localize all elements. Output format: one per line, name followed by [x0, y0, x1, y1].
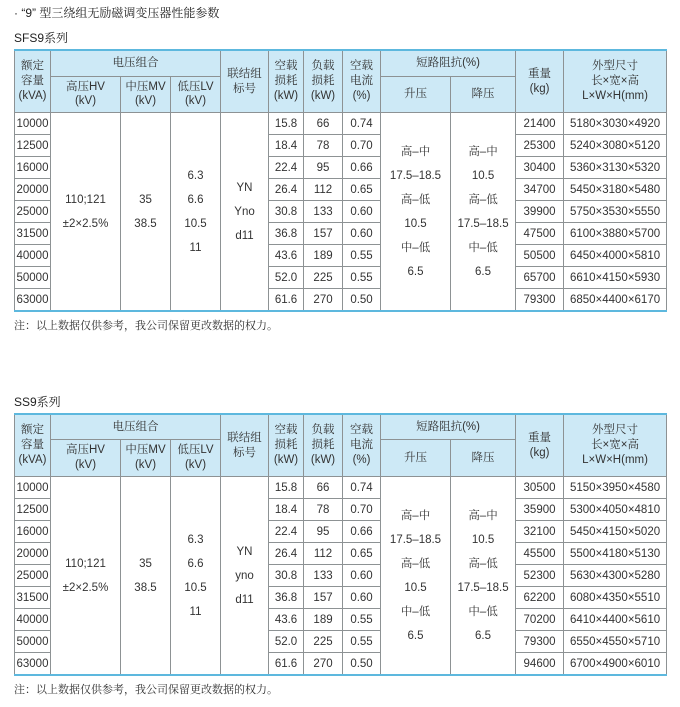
cell-dimensions: 5360×3130×5320: [564, 157, 667, 179]
cell-dimensions: 6700×4900×6010: [564, 653, 667, 675]
cell-rated-capacity: 12500: [15, 135, 51, 157]
cell-rated-capacity: 50000: [15, 267, 51, 289]
header-no-load-loss: 空载 损耗 (kW): [269, 414, 304, 477]
cell-load-loss: 66: [304, 113, 343, 135]
cell-impedance-step-down: 高–中 10.5 高–低 17.5–18.5 中–低 6.5: [451, 113, 516, 311]
cell-no-load-current: 0.60: [343, 223, 381, 245]
header-load-loss: 负载 损耗 (kW): [304, 50, 343, 113]
header-lv: 低压LV (kV): [171, 440, 221, 477]
header-load-loss: 负载 损耗 (kW): [304, 414, 343, 477]
cell-no-load-current: 0.60: [343, 201, 381, 223]
series-label-sfs9: SFS9系列: [14, 31, 69, 45]
cell-no-load-current: 0.55: [343, 609, 381, 631]
cell-weight: 39900: [516, 201, 564, 223]
cell-no-load-current: 0.60: [343, 587, 381, 609]
cell-rated-capacity: 50000: [15, 631, 51, 653]
cell-weight: 45500: [516, 543, 564, 565]
cell-load-loss: 112: [304, 543, 343, 565]
cell-vector-group: YN yno d11: [221, 477, 269, 675]
cell-rated-capacity: 20000: [15, 179, 51, 201]
cell-no-load-loss: 18.4: [269, 135, 304, 157]
cell-rated-capacity: 16000: [15, 157, 51, 179]
cell-weight: 70200: [516, 609, 564, 631]
header-step-up: 升压: [381, 440, 451, 477]
cell-no-load-loss: 22.4: [269, 521, 304, 543]
cell-load-loss: 112: [304, 179, 343, 201]
cell-dimensions: 5630×4300×5280: [564, 565, 667, 587]
cell-dimensions: 6610×4150×5930: [564, 267, 667, 289]
cell-no-load-loss: 15.8: [269, 477, 304, 499]
header-voltage-combination: 电压组合: [51, 50, 221, 76]
cell-dimensions: 5180×3030×4920: [564, 113, 667, 135]
cell-no-load-current: 0.50: [343, 653, 381, 675]
cell-dimensions: 6550×4550×5710: [564, 631, 667, 653]
cell-hv-voltage: 110;121 ±2×2.5%: [51, 113, 121, 311]
header-weight: 重量 (kg): [516, 414, 564, 477]
cell-no-load-loss: 61.6: [269, 653, 304, 675]
cell-vector-group: YN Yno d11: [221, 113, 269, 311]
header-short-circuit-impedance: 短路阻抗(%): [381, 414, 516, 440]
cell-no-load-current: 0.70: [343, 135, 381, 157]
cell-load-loss: 270: [304, 289, 343, 311]
cell-rated-capacity: 25000: [15, 565, 51, 587]
cell-load-loss: 133: [304, 565, 343, 587]
cell-impedance-step-down: 高–中 10.5 高–低 17.5–18.5 中–低 6.5: [451, 477, 516, 675]
cell-no-load-current: 0.65: [343, 179, 381, 201]
cell-no-load-loss: 36.8: [269, 587, 304, 609]
spec-table-ss9: [14, 413, 667, 676]
header-dimensions: 外型尺寸 长×宽×高 L×W×H(mm): [564, 414, 667, 477]
header-lv: 低压LV (kV): [171, 76, 221, 113]
table-header: [15, 50, 667, 113]
cell-no-load-loss: 18.4: [269, 499, 304, 521]
cell-load-loss: 157: [304, 223, 343, 245]
cell-weight: 79300: [516, 289, 564, 311]
cell-rated-capacity: 40000: [15, 609, 51, 631]
header-step-up: 升压: [381, 76, 451, 113]
page-title: · “9” 型三绕组无励磁调变压器性能参数: [14, 6, 220, 20]
cell-weight: 30400: [516, 157, 564, 179]
cell-lv-voltage: 6.3 6.6 10.5 11: [171, 113, 221, 311]
cell-no-load-loss: 26.4: [269, 543, 304, 565]
cell-no-load-loss: 26.4: [269, 179, 304, 201]
cell-dimensions: 5150×3950×4580: [564, 477, 667, 499]
cell-rated-capacity: 16000: [15, 521, 51, 543]
cell-lv-voltage: 6.3 6.6 10.5 11: [171, 477, 221, 675]
header-no-load-current: 空载 电流 (%): [343, 414, 381, 477]
cell-load-loss: 78: [304, 499, 343, 521]
cell-rated-capacity: 12500: [15, 499, 51, 521]
cell-load-loss: 189: [304, 609, 343, 631]
cell-load-loss: 225: [304, 631, 343, 653]
cell-no-load-loss: 61.6: [269, 289, 304, 311]
cell-rated-capacity: 20000: [15, 543, 51, 565]
cell-no-load-loss: 52.0: [269, 267, 304, 289]
cell-rated-capacity: 31500: [15, 587, 51, 609]
header-short-circuit-impedance: 短路阻抗(%): [381, 50, 516, 76]
cell-dimensions: 5300×4050×4810: [564, 499, 667, 521]
cell-load-loss: 78: [304, 135, 343, 157]
cell-weight: 30500: [516, 477, 564, 499]
cell-load-loss: 95: [304, 521, 343, 543]
cell-no-load-loss: 52.0: [269, 631, 304, 653]
cell-weight: 34700: [516, 179, 564, 201]
cell-impedance-step-up: 高–中 17.5–18.5 高–低 10.5 中–低 6.5: [381, 477, 451, 675]
cell-weight: 65700: [516, 267, 564, 289]
cell-load-loss: 66: [304, 477, 343, 499]
cell-dimensions: 6410×4400×5610: [564, 609, 667, 631]
cell-weight: 32100: [516, 521, 564, 543]
header-hv: 高压HV (kV): [51, 440, 121, 477]
header-step-down: 降压: [451, 76, 516, 113]
cell-no-load-current: 0.55: [343, 631, 381, 653]
header-row-1: [15, 50, 667, 76]
cell-no-load-loss: 43.6: [269, 609, 304, 631]
series-label-ss9: SS9系列: [14, 394, 61, 409]
cell-no-load-current: 0.66: [343, 157, 381, 179]
cell-weight: 52300: [516, 565, 564, 587]
cell-load-loss: 133: [304, 201, 343, 223]
cell-no-load-loss: 36.8: [269, 223, 304, 245]
cell-dimensions: 6080×4350×5510: [564, 587, 667, 609]
cell-weight: 35900: [516, 499, 564, 521]
cell-weight: 94600: [516, 653, 564, 675]
cell-no-load-current: 0.70: [343, 499, 381, 521]
cell-load-loss: 157: [304, 587, 343, 609]
cell-hv-voltage: 110;121 ±2×2.5%: [51, 477, 121, 675]
cell-no-load-current: 0.50: [343, 289, 381, 311]
header-mv: 中压MV (kV): [121, 440, 171, 477]
cell-load-loss: 270: [304, 653, 343, 675]
table-body-sfs9: [15, 113, 667, 311]
cell-no-load-current: 0.74: [343, 477, 381, 499]
table-note-ss9: 注：以上数据仅供参考，我公司保留更改数据的权力。: [14, 683, 278, 696]
header-step-down: 降压: [451, 440, 516, 477]
table-row: [15, 477, 667, 499]
header-rated-capacity: 额定 容量 (kVA): [15, 50, 51, 113]
cell-no-load-loss: 15.8: [269, 113, 304, 135]
series-section-sfs9: [14, 31, 666, 333]
cell-weight: 25300: [516, 135, 564, 157]
cell-load-loss: 225: [304, 267, 343, 289]
table-body-ss9: [15, 477, 667, 675]
cell-no-load-loss: 43.6: [269, 245, 304, 267]
cell-weight: 50500: [516, 245, 564, 267]
cell-dimensions: 5450×4150×5020: [564, 521, 667, 543]
header-dimensions: 外型尺寸 长×宽×高 L×W×H(mm): [564, 50, 667, 113]
cell-dimensions: 6850×4400×6170: [564, 289, 667, 311]
header-no-load-loss: 空载 损耗 (kW): [269, 50, 304, 113]
cell-mv-voltage: 35 38.5: [121, 477, 171, 675]
table-row: [15, 113, 667, 135]
cell-no-load-current: 0.60: [343, 565, 381, 587]
cell-rated-capacity: 31500: [15, 223, 51, 245]
cell-no-load-loss: 30.8: [269, 565, 304, 587]
cell-no-load-loss: 22.4: [269, 157, 304, 179]
cell-dimensions: 5750×3530×5550: [564, 201, 667, 223]
cell-mv-voltage: 35 38.5: [121, 113, 171, 311]
cell-dimensions: 5500×4180×5130: [564, 543, 667, 565]
cell-no-load-loss: 30.8: [269, 201, 304, 223]
cell-rated-capacity: 25000: [15, 201, 51, 223]
cell-rated-capacity: 63000: [15, 653, 51, 675]
cell-rated-capacity: 63000: [15, 289, 51, 311]
header-no-load-current: 空载 电流 (%): [343, 50, 381, 113]
cell-no-load-current: 0.74: [343, 113, 381, 135]
cell-dimensions: 5240×3080×5120: [564, 135, 667, 157]
cell-weight: 47500: [516, 223, 564, 245]
header-rated-capacity: 额定 容量 (kVA): [15, 414, 51, 477]
cell-no-load-current: 0.55: [343, 245, 381, 267]
cell-weight: 62200: [516, 587, 564, 609]
header-vector-group: 联结组 标号: [221, 50, 269, 113]
cell-no-load-current: 0.66: [343, 521, 381, 543]
cell-load-loss: 189: [304, 245, 343, 267]
cell-load-loss: 95: [304, 157, 343, 179]
header-mv: 中压MV (kV): [121, 76, 171, 113]
table-note-sfs9: 注：以上数据仅供参考，我公司保留更改数据的权力。: [14, 319, 278, 332]
table-header: [15, 414, 667, 477]
cell-rated-capacity: 10000: [15, 477, 51, 499]
header-voltage-combination: 电压组合: [51, 414, 221, 440]
header-weight: 重量 (kg): [516, 50, 564, 113]
cell-dimensions: 6450×4000×5810: [564, 245, 667, 267]
cell-dimensions: 6100×3880×5700: [564, 223, 667, 245]
cell-impedance-step-up: 高–中 17.5–18.5 高–低 10.5 中–低 6.5: [381, 113, 451, 311]
cell-weight: 79300: [516, 631, 564, 653]
spec-table-sfs9: [14, 49, 667, 312]
header-hv: 高压HV (kV): [51, 76, 121, 113]
cell-dimensions: 5450×3180×5480: [564, 179, 667, 201]
cell-rated-capacity: 10000: [15, 113, 51, 135]
cell-no-load-current: 0.65: [343, 543, 381, 565]
cell-no-load-current: 0.55: [343, 267, 381, 289]
cell-rated-capacity: 40000: [15, 245, 51, 267]
cell-weight: 21400: [516, 113, 564, 135]
header-vector-group: 联结组 标号: [221, 414, 269, 477]
header-row-1: [15, 414, 667, 440]
series-section-ss9: [14, 395, 666, 697]
